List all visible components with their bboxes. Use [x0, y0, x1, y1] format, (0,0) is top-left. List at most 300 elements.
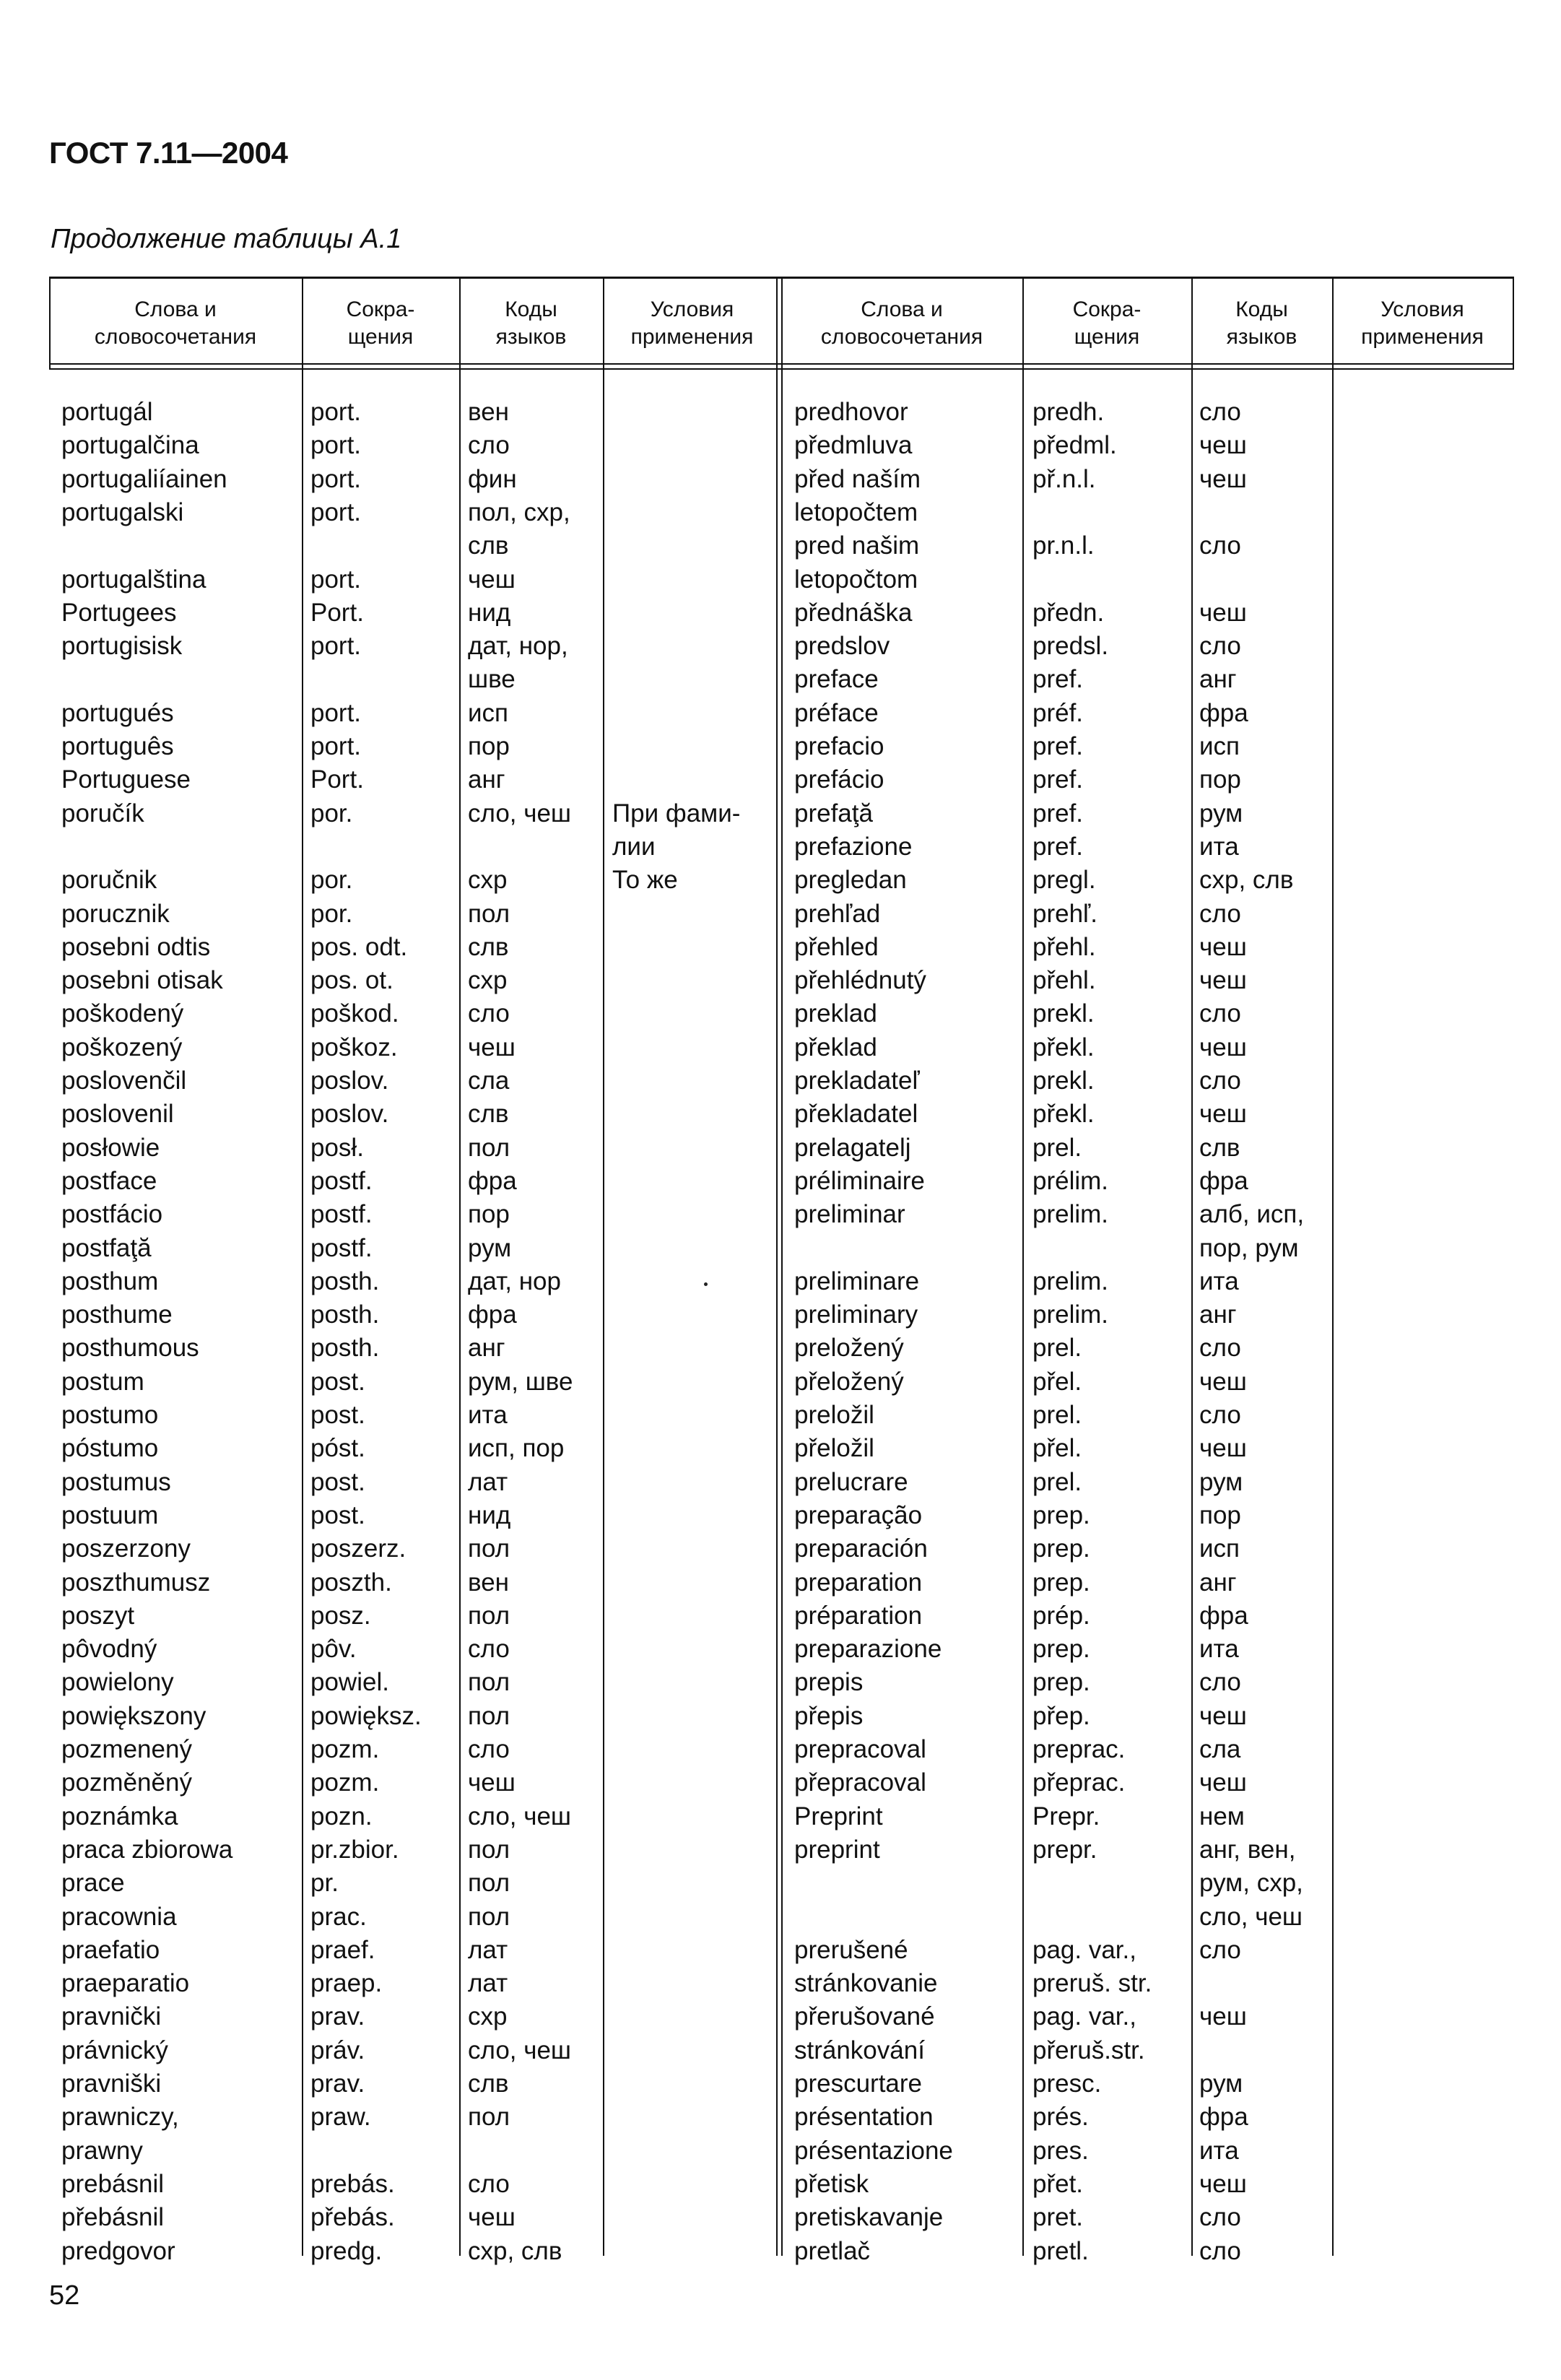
- table-cell: prelim.: [1032, 1200, 1109, 1229]
- table-cell: схр, слв: [1199, 866, 1294, 895]
- table-cell: poškodený: [61, 999, 184, 1028]
- table-cell: сло, чеш: [468, 2036, 572, 2064]
- table-cell: pozm.: [310, 1735, 380, 1763]
- table-cell: ита: [1199, 2136, 1239, 2165]
- table-cell: сло: [468, 1635, 510, 1664]
- table-cell: port.: [310, 632, 362, 661]
- column-header: Слова и словосочетания: [94, 298, 257, 349]
- table-cell: ита: [1199, 1635, 1239, 1664]
- table-cell: přeložený: [794, 1367, 904, 1396]
- table-cell: prav.: [310, 2002, 365, 2031]
- table-cell: posebni otisak: [61, 966, 223, 995]
- table-cell: pref.: [1032, 799, 1084, 828]
- table-cell: poslovenčil: [61, 1067, 187, 1095]
- table-cell: pret.: [1032, 2203, 1084, 2232]
- table-cell: сло: [1199, 1067, 1241, 1095]
- table-cell: ита: [468, 1401, 508, 1429]
- table-cell: preliminary: [794, 1300, 918, 1329]
- table-cell: přel.: [1032, 1367, 1082, 1396]
- table-cell: přebásnil: [61, 2203, 165, 2232]
- table-cell: prelagatelj: [794, 1133, 911, 1162]
- table-cell: práv.: [310, 2036, 365, 2064]
- table-cell: preložil: [794, 1401, 874, 1429]
- table-cell: Port.: [310, 598, 364, 627]
- table-cell: схр, слв: [468, 2236, 562, 2265]
- table-cell: Portugees: [61, 598, 177, 627]
- table-cell: prés.: [1032, 2103, 1089, 2132]
- table-cell: сло: [1199, 531, 1241, 560]
- table-cell: preklad: [794, 999, 877, 1028]
- table-cell: postumus: [61, 1467, 171, 1496]
- table-cell: пор, рум: [1199, 1233, 1299, 1262]
- table-cell: чеш: [1199, 966, 1247, 995]
- table: [49, 277, 1513, 2256]
- table-cell: pos. ot.: [310, 966, 393, 995]
- table-cell: prekl.: [1032, 1067, 1095, 1095]
- table-cell: чеш: [1199, 1367, 1247, 1396]
- table-cell: predhovor: [794, 398, 908, 426]
- table-cell: portugalština: [61, 565, 206, 594]
- table-cell: preliminare: [794, 1267, 920, 1295]
- table-cell: рум: [468, 1233, 512, 1262]
- table-cell: predsl.: [1032, 632, 1109, 661]
- table-cell: prép.: [1032, 1601, 1090, 1630]
- table-cell: prac.: [310, 1902, 367, 1931]
- table-cell: přeprac.: [1032, 1768, 1126, 1797]
- table-cell: пор: [468, 732, 510, 760]
- column-header: Условия применения: [630, 298, 754, 349]
- table-cell: powiększ.: [310, 1701, 422, 1730]
- table-cell: port.: [310, 698, 362, 727]
- table-cell: пол: [468, 1701, 510, 1730]
- table-cell: сло: [468, 1735, 510, 1763]
- table-cell: poszth.: [310, 1568, 392, 1597]
- table-cell: před naším: [794, 464, 921, 493]
- table-cell: ита: [1199, 832, 1239, 861]
- table-cell: prelim.: [1032, 1267, 1109, 1295]
- table-cell: анг: [1199, 665, 1237, 694]
- column-header: Сокра- щения: [1072, 298, 1142, 349]
- table-cell: postum: [61, 1367, 144, 1396]
- table-cell: přeruš.str.: [1032, 2036, 1145, 2064]
- table-cell: pozn.: [310, 1802, 373, 1830]
- table-cell: posz.: [310, 1601, 371, 1630]
- table-cell: пор: [1199, 765, 1241, 794]
- table-cell: port.: [310, 498, 362, 526]
- table-cell: praw.: [310, 2103, 371, 2132]
- table-cell: слв: [468, 531, 509, 560]
- table-cell: сло: [1199, 2203, 1241, 2232]
- table-cell: prefacio: [794, 732, 884, 760]
- table-cell: přep.: [1032, 1701, 1090, 1730]
- table-cell: présentation: [794, 2103, 934, 2132]
- table-cell: сло, чеш: [468, 1802, 572, 1830]
- table-cell: preliminar: [794, 1200, 905, 1229]
- table-cell: чеш: [1199, 1100, 1247, 1129]
- table-cell: алб, исп,: [1199, 1200, 1305, 1229]
- table-cell: чеш: [1199, 1033, 1247, 1061]
- table-cell: prawniczy,: [61, 2103, 179, 2132]
- half-divider: [776, 277, 778, 2256]
- table-cell: схр: [468, 2002, 508, 2031]
- table-cell: рум, шве: [468, 1367, 573, 1396]
- table-cell: překl.: [1032, 1100, 1095, 1129]
- table-cell: фра: [1199, 698, 1248, 727]
- table-cell: нем: [1199, 1802, 1245, 1830]
- table-cell: чеш: [1199, 2169, 1247, 2198]
- table-cell: prel.: [1032, 1334, 1082, 1363]
- table-cell: posth.: [310, 1267, 380, 1295]
- table-cell: přeložil: [794, 1434, 874, 1463]
- table-cell: сло: [1199, 398, 1241, 426]
- table-cell: Prepr.: [1032, 1802, 1100, 1830]
- table-cell: prepr.: [1032, 1835, 1097, 1864]
- table-cell: prefácio: [794, 765, 884, 794]
- table-cell: préface: [794, 698, 879, 727]
- table-cell: port.: [310, 464, 362, 493]
- table-cell: pretiskavanje: [794, 2203, 944, 2232]
- table-cell: postuum: [61, 1500, 159, 1529]
- column-header: Коды языков: [1226, 298, 1297, 349]
- table-cell: пол: [468, 1835, 510, 1864]
- column-header: Условия применения: [1361, 298, 1484, 349]
- table-cell: prepracoval: [794, 1735, 926, 1763]
- table-cell: сло: [1199, 2236, 1241, 2265]
- table-cell: prefazione: [794, 832, 913, 861]
- table-cell: схр: [468, 966, 508, 995]
- column-divider: [459, 277, 461, 2256]
- table-cell: слв: [468, 932, 509, 961]
- table-cell: pr.: [310, 1869, 339, 1898]
- table-cell: portugués: [61, 698, 174, 727]
- table-cell: рум: [1199, 2070, 1243, 2098]
- table-cell: portugál: [61, 398, 153, 426]
- table-cell: posth.: [310, 1334, 380, 1363]
- table-cell: prefaţă: [794, 799, 873, 828]
- table-cell: pred našim: [794, 531, 920, 560]
- table-cell: port.: [310, 398, 362, 426]
- table-cell: posebni odtis: [61, 932, 211, 961]
- column-divider: [1191, 277, 1193, 2256]
- table-cell: пол: [468, 1534, 510, 1563]
- table-cell: portugalski: [61, 498, 184, 526]
- table-cell: poslovenil: [61, 1100, 174, 1129]
- table-cell: сло, чеш: [1199, 1902, 1303, 1931]
- table-cell: posthumous: [61, 1334, 199, 1363]
- table-cell: posthum: [61, 1267, 159, 1295]
- table-cell: poškod.: [310, 999, 399, 1028]
- table-cell: preparazione: [794, 1635, 942, 1664]
- table-cell: лат: [468, 1935, 508, 1964]
- table-cell: шве: [468, 665, 516, 694]
- table-cell: чеш: [1199, 932, 1247, 961]
- table-cell: post.: [310, 1401, 365, 1429]
- column-divider: [1332, 277, 1334, 2256]
- table-cell: praca zbiorowa: [61, 1835, 233, 1864]
- table-cell: prehľ.: [1032, 899, 1097, 928]
- table-cell: слв: [468, 1100, 509, 1129]
- column-divider: [603, 277, 604, 2256]
- table-cell: praef.: [310, 1935, 375, 1964]
- table-cell: prerušené: [794, 1935, 908, 1964]
- table-cell: исп: [1199, 732, 1240, 760]
- table-cell: por.: [310, 799, 353, 828]
- table-cell: poszyt: [61, 1601, 135, 1630]
- table-cell: postfaţă: [61, 1233, 152, 1262]
- table-cell: poručnik: [61, 866, 157, 895]
- table-cell: чеш: [1199, 1768, 1247, 1797]
- table-cell: postf.: [310, 1166, 373, 1195]
- column-divider: [781, 277, 783, 2256]
- table-cell: por.: [310, 866, 353, 895]
- table-cell: post.: [310, 1367, 365, 1396]
- table-cell: pôvodný: [61, 1635, 157, 1664]
- table-cell: preložený: [794, 1334, 904, 1363]
- table-cell: port.: [310, 431, 362, 460]
- table-cell: рум: [1199, 1467, 1243, 1496]
- table-cell: пол, схр,: [468, 498, 570, 526]
- table-cell: preprac.: [1032, 1735, 1126, 1763]
- column-header: Слова и словосочетания: [820, 298, 983, 349]
- table-cell: předml.: [1032, 431, 1117, 460]
- table-cell: анг: [468, 765, 505, 794]
- table-cell: То же: [612, 866, 678, 895]
- table-cell: poslov.: [310, 1067, 389, 1095]
- table-cell: чеш: [1199, 1701, 1247, 1730]
- table-cell: letopočtem: [794, 498, 918, 526]
- table-cell: чеш: [468, 2203, 516, 2232]
- table-cell: pos. odt.: [310, 932, 408, 961]
- table-cell: сло: [1199, 1334, 1241, 1363]
- table-cell: preparación: [794, 1534, 928, 1563]
- table-cell: prep.: [1032, 1534, 1090, 1563]
- stray-dot: [704, 1282, 708, 1286]
- table-cell: přetisk: [794, 2169, 869, 2198]
- table-cell: сла: [1199, 1735, 1241, 1763]
- table-cell: prepis: [794, 1668, 864, 1697]
- table-cell: prebásnil: [61, 2169, 165, 2198]
- table-cell: дат, нор,: [468, 632, 568, 661]
- column-header: Сокра- щения: [346, 298, 415, 349]
- table-cell: сло: [1199, 632, 1241, 661]
- table-cell: нид: [468, 1500, 511, 1529]
- table-cell: poszthumusz: [61, 1568, 211, 1597]
- table-cell: přet.: [1032, 2169, 1084, 2198]
- table-cell: пол: [468, 2103, 510, 2132]
- table-cell: анг, вен,: [1199, 1835, 1296, 1864]
- table-cell: předn.: [1032, 598, 1105, 627]
- table-cell: чеш: [468, 1033, 516, 1061]
- table-cell: слв: [468, 2070, 509, 2098]
- table-cell: Portuguese: [61, 765, 191, 794]
- table-cell: prekladateľ: [794, 1067, 920, 1095]
- table-cell: фра: [468, 1166, 517, 1195]
- table-cell: сла: [468, 1067, 510, 1095]
- table-cell: powielony: [61, 1668, 174, 1697]
- table-cell: powiększony: [61, 1701, 206, 1730]
- table-cell: чеш: [1199, 598, 1247, 627]
- table-cell: Port.: [310, 765, 364, 794]
- table-cell: praep.: [310, 1969, 383, 1998]
- table-cell: пол: [468, 1133, 510, 1162]
- table-cell: překladatel: [794, 1100, 918, 1129]
- table-cell: postf.: [310, 1233, 373, 1262]
- table-cell: ита: [1199, 1267, 1239, 1295]
- table-cell: prawny: [61, 2136, 143, 2165]
- table-cell: чеш: [468, 565, 516, 594]
- table-cell: právnický: [61, 2036, 168, 2064]
- table-cell: prekl.: [1032, 999, 1095, 1028]
- table-cell: prebás.: [310, 2169, 395, 2198]
- table-cell: фра: [1199, 2103, 1248, 2132]
- table-cell: pracownia: [61, 1902, 177, 1931]
- table-cell: posłowie: [61, 1133, 160, 1162]
- table-cell: исп: [1199, 1534, 1240, 1563]
- table-cell: prav.: [310, 2070, 365, 2098]
- table-cell: пол: [468, 1601, 510, 1630]
- table-cell: чеш: [1199, 464, 1247, 493]
- table-cell: чеш: [1199, 2002, 1247, 2031]
- table-cell: predg.: [310, 2236, 383, 2265]
- table-cell: рум: [1199, 799, 1243, 828]
- table-cell: пол: [468, 899, 510, 928]
- table-cell: port.: [310, 565, 362, 594]
- table-cell: poslov.: [310, 1100, 389, 1129]
- table-cell: pref.: [1032, 765, 1084, 794]
- table-cell: portugisisk: [61, 632, 183, 661]
- table-cell: анг: [1199, 1300, 1237, 1329]
- table-cell: вен: [468, 1568, 509, 1597]
- table-cell: port.: [310, 732, 362, 760]
- table-cell: présentazione: [794, 2136, 953, 2165]
- table-cell: poszerzony: [61, 1534, 191, 1563]
- table-cell: přehlédnutý: [794, 966, 926, 995]
- table-cell: pozmenený: [61, 1735, 192, 1763]
- table-cell: сло: [1199, 1668, 1241, 1697]
- table-cell: prep.: [1032, 1668, 1090, 1697]
- table-cell: poszerz.: [310, 1534, 406, 1563]
- table-cell: português: [61, 732, 174, 760]
- table-cell: сло: [468, 2169, 510, 2198]
- table-cell: пор: [468, 1200, 510, 1229]
- table-cell: схр: [468, 866, 508, 895]
- table-cell: stránkování: [794, 2036, 925, 2064]
- table-cell: preparação: [794, 1500, 923, 1529]
- table-cell: сло: [468, 999, 510, 1028]
- table-cell: pretl.: [1032, 2236, 1089, 2265]
- table-cell: přel.: [1032, 1434, 1082, 1463]
- table-cell: pag. var.,: [1032, 1935, 1136, 1964]
- document-code: ГОСТ 7.11—2004: [49, 136, 288, 170]
- table-caption: Продолжение таблицы А.1: [51, 224, 402, 254]
- table-cell: pref.: [1032, 832, 1084, 861]
- table-cell: prep.: [1032, 1635, 1090, 1664]
- table-cell: přehl.: [1032, 966, 1096, 995]
- table-cell: сло: [1199, 1935, 1241, 1964]
- table-cell: pozměněný: [61, 1768, 192, 1797]
- table-cell: анг: [468, 1334, 505, 1363]
- table-cell: přehled: [794, 932, 879, 961]
- table-cell: préliminaire: [794, 1166, 925, 1195]
- table-cell: poznámka: [61, 1802, 178, 1830]
- table-cell: préf.: [1032, 698, 1084, 727]
- table-cell: powiel.: [310, 1668, 389, 1697]
- table-cell: prelim.: [1032, 1300, 1109, 1329]
- table-cell: přepis: [794, 1701, 864, 1730]
- table-cell: preruš. str.: [1032, 1969, 1152, 1998]
- page-number: 52: [49, 2280, 80, 2311]
- table-cell: praeparatio: [61, 1969, 190, 1998]
- table-cell: překlad: [794, 1033, 877, 1061]
- table-cell: preparation: [794, 1568, 923, 1597]
- table-cell: préparation: [794, 1601, 923, 1630]
- table-cell: чеш: [1199, 431, 1247, 460]
- table-cell: prelucrare: [794, 1467, 908, 1496]
- table-cell: prel.: [1032, 1467, 1082, 1496]
- table-cell: pôv.: [310, 1635, 357, 1664]
- table-cell: praefatio: [61, 1935, 160, 1964]
- table-cell: přepracoval: [794, 1768, 926, 1797]
- table-cell: пор: [1199, 1500, 1241, 1529]
- table-cell: postumo: [61, 1401, 159, 1429]
- table-cell: letopočtom: [794, 565, 918, 594]
- column-divider: [1513, 277, 1514, 370]
- table-cell: postf.: [310, 1200, 373, 1229]
- table-cell: фра: [468, 1300, 517, 1329]
- table-cell: prel.: [1032, 1133, 1082, 1162]
- table-cell: сло: [1199, 1401, 1241, 1429]
- table-cell: pref.: [1032, 665, 1084, 694]
- column-divider: [1022, 277, 1024, 2256]
- table-cell: pr.zbior.: [310, 1835, 399, 1864]
- table-cell: portugaliíainen: [61, 464, 227, 493]
- table-cell: слв: [1199, 1133, 1240, 1162]
- table-cell: pregledan: [794, 866, 907, 895]
- table-cell: př.n.l.: [1032, 464, 1096, 493]
- table-cell: pravnički: [61, 2002, 162, 2031]
- table-cell: prehľad: [794, 899, 881, 928]
- table-cell: pozm.: [310, 1768, 380, 1797]
- table-cell: сло: [468, 431, 510, 460]
- table-cell: por.: [310, 899, 353, 928]
- table-cell: pref.: [1032, 732, 1084, 760]
- table-cell: исп, пор: [468, 1434, 565, 1463]
- table-cell: чеш: [468, 1768, 516, 1797]
- table-cell: prélim.: [1032, 1166, 1109, 1195]
- table-cell: фин: [468, 464, 517, 493]
- table-cell: сло: [1199, 999, 1241, 1028]
- table-cell: pres.: [1032, 2136, 1089, 2165]
- table-cell: pregl.: [1032, 866, 1096, 895]
- table-cell: přednáška: [794, 598, 913, 627]
- table-cell: вен: [468, 398, 509, 426]
- column-divider: [302, 277, 303, 2256]
- table-cell: pretlač: [794, 2236, 871, 2265]
- table-cell: přerušované: [794, 2002, 935, 2031]
- table-cell: překl.: [1032, 1033, 1095, 1061]
- table-cell: preface: [794, 665, 879, 694]
- table-cell: рум, схр,: [1199, 1869, 1303, 1898]
- table-cell: předmluva: [794, 431, 913, 460]
- table-cell: дат, нор: [468, 1267, 561, 1295]
- table-cell: При фами-: [612, 799, 741, 828]
- table-cell: Preprint: [794, 1802, 883, 1830]
- table-cell: porucznik: [61, 899, 170, 928]
- table-cell: нид: [468, 598, 511, 627]
- table-cell: исп: [468, 698, 509, 727]
- table-cell: prescurtare: [794, 2070, 923, 2098]
- table-cell: posthume: [61, 1300, 173, 1329]
